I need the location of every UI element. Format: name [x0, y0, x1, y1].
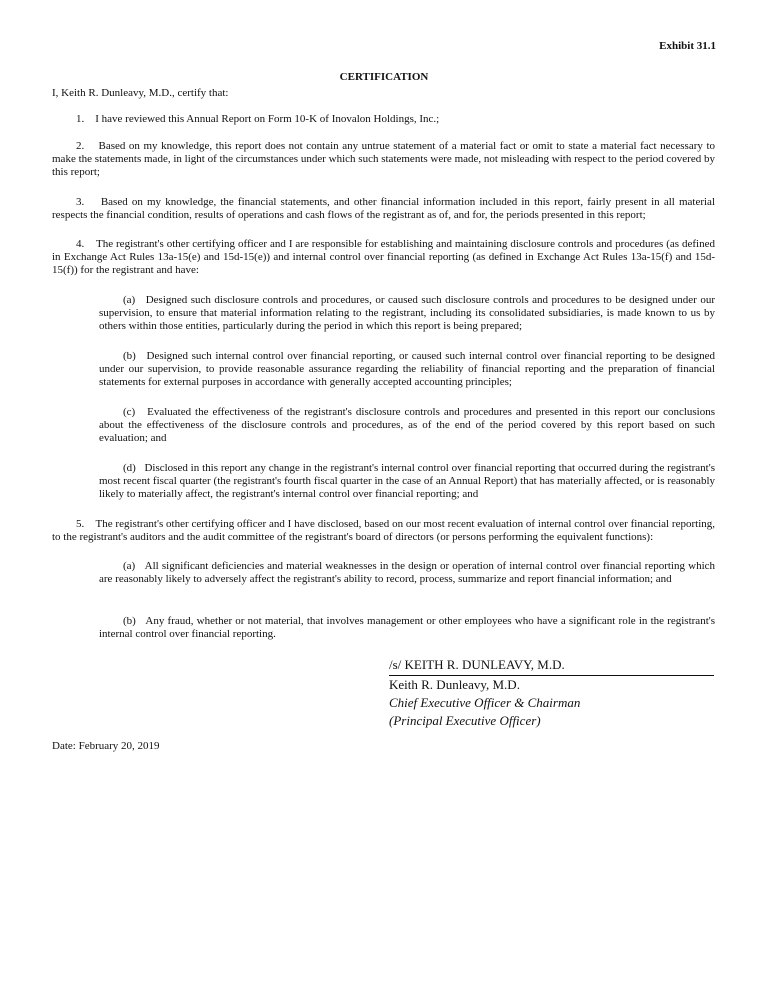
paragraph-text: Based on my knowledge, this report does not contain any untrue statement of a material fact or omit to state a material fact necessary to make the statements made, in light of the circumstances under which such statements were made, not misleading with respect to the period covered by this report;: [52, 140, 716, 178]
signature-line: /s/ KEITH R. DUNLEAVY, M.D.: [389, 656, 714, 676]
paragraph-text: Based on my knowledge, the financial statements, and other financial information included in this report, fairly present in all material respects the financial condition, results of operations and cash flows of the registrant as of, and for, the periods presented in this report;: [52, 196, 715, 221]
signer-title: Chief Executive Officer & Chairman: [389, 695, 581, 710]
signature-block: [389, 656, 714, 730]
subparagraph-5b: [99, 615, 715, 641]
paragraph-text: The registrant's other certifying officer and I are responsible for establishing and maintaining disclosure controls and procedures (as defined in Exchange Act Rules 13a-15(e) and 15d-15(e)) and internal control over financial reporting (as defined in Exchange Act Rules 13a-15(f) and 15d-15(f)) for the registrant and have:: [52, 238, 715, 276]
subparagraph-5a: [99, 560, 715, 586]
subparagraph-text: Designed such internal control over financial reporting, or caused such internal control over financial reporting to be designed under our supervision, to provide reasonable assurance regarding the reliability of financial reporting and the preparation of financial statements for external purposes in accordance with generally accepted accounting principles;: [99, 350, 716, 388]
subparagraph-text: Evaluated the effectiveness of the registrant's disclosure controls and procedures and presented in this report our conclusions about the effectiveness of the disclosure controls and procedures, as of the end of the period covered by this report based on such evaluation; and: [99, 406, 716, 444]
subparagraph-4a: [99, 294, 715, 333]
signature-date: Date: February 20, 2019: [52, 740, 160, 752]
intro-statement: I, Keith R. Dunleavy, M.D., certify that:: [52, 87, 229, 99]
subparagraph-label: (c): [123, 406, 136, 418]
subparagraph-text: Any fraud, whether or not material, that involves management or other employees who have a significant role in the registrant's internal control over financial reporting.: [99, 615, 716, 640]
subparagraph-label: (b): [123, 350, 136, 362]
paragraph-1: [52, 113, 715, 126]
paragraph-number: 5.: [76, 518, 85, 530]
paragraph-3: [52, 196, 715, 222]
signer-role: (Principal Executive Officer): [389, 713, 541, 728]
page-title: CERTIFICATION: [339, 71, 429, 83]
paragraph-4: [52, 238, 715, 277]
paragraph-text: I have reviewed this Annual Report on Form 10-K of Inovalon Holdings, Inc.;: [95, 113, 440, 125]
subparagraph-label: (d): [123, 462, 136, 474]
subparagraph-4b: [99, 350, 715, 389]
subparagraph-label: (b): [123, 615, 136, 627]
paragraph-text: The registrant's other certifying officer and I have disclosed, based on our most recent evaluation of internal control over financial reporting, to the registrant's auditors and the audit committee of the registrant's board of directors (or persons performing the equivalent functions):: [52, 518, 716, 543]
paragraph-number: 2.: [76, 140, 85, 152]
paragraph-2: [52, 140, 715, 179]
subparagraph-4c: [99, 406, 715, 445]
subparagraph-4d: [99, 462, 715, 501]
subparagraph-text: Disclosed in this report any change in the registrant's internal control over financial reporting that occurred during the registrant's most recent fiscal quarter (the registrant's fourth fiscal quarter in the case of an Annual Report) that has materially affected, or is reasonably likely to materially affect, the registrant's internal control over financial reporting; and: [99, 462, 716, 500]
subparagraph-label: (a): [123, 560, 136, 572]
paragraph-number: 3.: [76, 196, 85, 208]
subparagraph-text: Designed such disclosure controls and procedures, or caused such disclosure controls and procedures to be designed under our supervision, to ensure that material information relating to the registrant, including its consolidated subsidiaries, is made known to us by others within those entities, particularly during the period in which this report is being prepared;: [99, 294, 715, 332]
subparagraph-label: (a): [123, 294, 136, 306]
paragraph-number: 1.: [76, 113, 85, 125]
subparagraph-text: All significant deficiencies and material weaknesses in the design or operation of internal control over financial reporting which are reasonably likely to adversely affect the registrant's ability to record, process, summarize and report financial information; and: [99, 560, 716, 585]
paragraph-number: 4.: [76, 238, 85, 250]
exhibit-label: Exhibit 31.1: [659, 40, 716, 52]
signer-name: Keith R. Dunleavy, M.D.: [389, 677, 520, 692]
paragraph-5: [52, 518, 715, 544]
